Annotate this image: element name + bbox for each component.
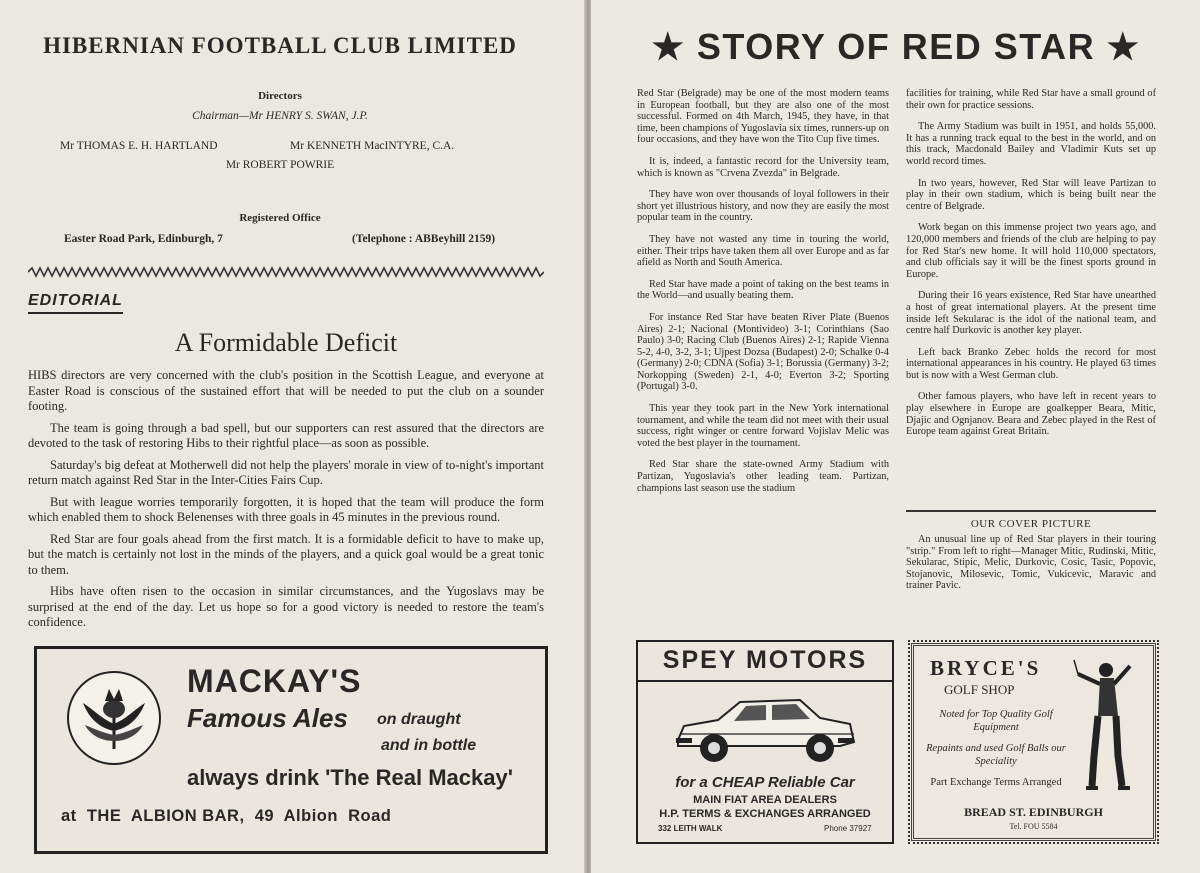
spey-terms: H.P. TERMS & EXCHANGES ARRANGED xyxy=(659,808,871,820)
directors-heading: Directors xyxy=(258,90,302,102)
mackay-address: at THE ALBION BAR, 49 Albion Road xyxy=(61,807,392,825)
spey-tagline: for a CHEAP Reliable Car xyxy=(675,774,855,791)
club-title: HIBERNIAN FOOTBALL CLUB LIMITED xyxy=(43,33,517,58)
cover-caption-text: An unusual line up of Red Star players in their touring "strip." From left to right—Manager Mitic, Rudinski, Mitic, Sekularac, Stipic, Melic, Durkovic, Cosic, Tasic, Popovic, Stojanovic, Milosevic, Tomic, Vukicevic, Maravic and trainer Pavic. xyxy=(906,534,1156,592)
spey-dealers: MAIN FIAT AREA DEALERS xyxy=(693,794,837,806)
director-powrie: Mr ROBERT POWRIE xyxy=(225,159,335,171)
story-paragraph: The Army Stadium was built in 1951, and holds 55,000. It has a running track equal to the best in the world, and on this track, Macdonald Bailey and Vladimir Kuts set up world record times. xyxy=(906,121,1156,167)
story-paragraph: Left back Branko Zebec holds the record for most international appearances in his country. He played 63 times but is now with a West German club. xyxy=(906,346,1156,381)
spey-rule xyxy=(638,680,892,682)
story-paragraph: facilities for training, while Red Star have a small ground of their own for practice sessions. xyxy=(906,88,1156,111)
director-macintyre: Mr KENNETH MacINTYRE, C.A. xyxy=(290,140,455,152)
office-address: Easter Road Park, Edinburgh, 7 xyxy=(64,233,223,245)
story-paragraph: They have won over thousands of loyal followers in their short yet illustrious history, and now they are easily the most popular team in the country. xyxy=(637,189,889,224)
story-paragraph: It is, indeed, a fantastic record for the University team, which is known as "Crvena Zvezda" in Belgrade. xyxy=(637,155,889,179)
editorial-paragraph: Red Star are four goals ahead from the first match. It is a formidable deficit to have to make up, but the match is certainly not lost in the minds of the players, and a quick goal would be a great tonic to them. xyxy=(28,531,544,577)
thistle-emblem-icon xyxy=(65,669,163,767)
mackay-on-draught: on draught xyxy=(377,711,461,728)
mackay-slogan: always drink 'The Real Mackay' xyxy=(187,765,513,790)
mackay-famous-ales: Famous Ales xyxy=(187,703,348,733)
story-paragraph: For instance Red Star have beaten River Plate (Buenos Aires) 2-1; Nacional (Montivideo) 3-1; Corinthians (Sao Paulo) 3-0; Racing Club (Buenos Aires) 2-1; Rapide Vienna 5-2, 4-0, 3-2, 3-1; Ujpest Dozsa (Budapest) 2-0; Schalke 0-4 (Germany) 2-0; CDNA (Sofia) 3-1; Borussia (Germany) 3-2; Norkopping (Sweden) 2-1, 4-0; Everton 3-2; Sporting (Portugal) 3-0. xyxy=(637,311,889,393)
story-paragraph: Red Star (Belgrade) may be one of the most modern teams in European football, but they are also one of the most successful. Formed on 4th March, 1945, they have, in that time, been champions of Yugoslavia six times, runners-up on four occasions, and they have won the Tito Cup five times. xyxy=(637,88,889,146)
car-illustration-icon xyxy=(670,688,860,770)
bryce-quality: Noted for Top Quality Golf Equipment xyxy=(939,709,1053,733)
story-column-1 xyxy=(637,88,889,504)
left-page xyxy=(0,0,586,873)
zigzag-rule xyxy=(28,266,544,278)
cover-caption xyxy=(906,534,1156,602)
spey-address: 332 LEITH WALK xyxy=(658,824,723,833)
cover-divider xyxy=(906,510,1156,512)
story-paragraph: This year they took part in the New York international tournament, and while the team did not meet with their usual success, right winger or centre forward Vojislav Melic was voted the best player in the tournament. xyxy=(637,403,889,449)
editorial-paragraph: Saturday's big defeat at Motherwell did not help the players' morale in view of to-night's important return match against Red Star in the Inter-Cities Fairs Cup. xyxy=(28,457,544,487)
spey-motors-advert xyxy=(636,640,894,844)
story-paragraph: In two years, however, Red Star will leave Partizan to play in their own stadium, which is being built near the centre of Belgrade. xyxy=(906,177,1156,212)
bryce-subtitle: GOLF SHOP xyxy=(944,682,1015,697)
bryce-address: BREAD ST. EDINBURGH xyxy=(964,805,1103,819)
editorial-body xyxy=(28,368,544,637)
office-telephone: (Telephone : ABBeyhill 2159) xyxy=(352,233,496,245)
spey-title: SPEY MOTORS xyxy=(662,646,868,674)
editorial-label: EDITORIAL xyxy=(28,292,123,314)
mackay-in-bottle: and in bottle xyxy=(381,737,477,754)
bryce-tel: Tel. FOU 5584 xyxy=(1009,822,1058,831)
cover-heading: OUR COVER PICTURE xyxy=(970,518,1092,530)
spey-phone: Phone 37927 xyxy=(824,824,872,833)
editorial-paragraph: HIBS directors are very concerned with the club's position in the Scottish League, and everyone at Easter Road is conscious of the sustained effort that will be needed to put the club on a sounder footing. xyxy=(28,368,544,413)
story-column-2 xyxy=(906,88,1156,448)
bryce-exchange: Part Exchange Terms Arranged xyxy=(930,777,1062,788)
golfer-illustration-icon xyxy=(1072,656,1142,796)
story-title xyxy=(636,26,1156,68)
bryce-repaints: Repaints and used Golf Balls our Speciality xyxy=(926,743,1066,767)
registered-office-heading: Registered Office xyxy=(239,212,321,224)
director-hartland: Mr THOMAS E. H. HARTLAND xyxy=(60,140,218,152)
editorial-headline: A Formidable Deficit xyxy=(174,328,398,357)
star-icon: ★ xyxy=(651,26,686,67)
editorial-paragraph: The team is going through a bad spell, but our supporters can rest assured that the directors are devoted to the task of restoring Hibs to their rightful place—as soon as possible. xyxy=(28,420,544,450)
bryces-golf-advert xyxy=(908,640,1159,844)
story-paragraph: They have not wasted any time in touring the world, either. Their trips have taken them all over Europe and as far afield as North and South America. xyxy=(637,233,889,269)
story-paragraph: Red Star have made a point of taking on the best teams in the World—and usually beating them. xyxy=(637,278,889,302)
story-paragraph: Work began on this immense project two years ago, and 120,000 members and friends of the club are helping to pay for Red Star's new home. It will hold 110,000 spectators, and club officials say it will be the finest sports ground in Europe. xyxy=(906,222,1156,280)
story-paragraph: Other famous players, who have left in recent years to play elsewhere in Europe are goalkepper Beara, Mitic, Djajic and Ognjanov. Beara and Zebec played in the Rest of Europe team against Great Britain. xyxy=(906,391,1156,438)
bryce-title: BRYCE'S xyxy=(930,656,1042,680)
story-title-text: STORY OF RED STAR xyxy=(696,26,1096,67)
mackay-brand: MACKAY'S xyxy=(187,663,362,699)
story-paragraph: Red Star share the state-owned Army Stadium with Partizan, Yugoslavia's other leading team. Partizan, champions last season use the stadium xyxy=(637,459,889,494)
editorial-paragraph: But with league worries temporarily forgotten, it is hoped that the team will produce the form which enabled them to shock Belenenses with three goals in 45 minutes in the previous round. xyxy=(28,494,544,524)
mackay-advert xyxy=(34,646,548,854)
editorial-paragraph: Hibs have often risen to the occasion in similar circumstances, and the Yugoslavs may be surprised at the end of the day. Let us hope so for a good victory is needed to restore the team's confidence. xyxy=(28,584,544,629)
star-icon: ★ xyxy=(1106,26,1141,67)
story-paragraph: During their 16 years existence, Red Star have unearthed a host of great international players. At the present time inside left Sekularac is the idol of the national team, and centre half Durkovic is another key player. xyxy=(906,290,1156,337)
chairman-line: Chairman—Mr HENRY S. SWAN, J.P. xyxy=(192,110,368,122)
